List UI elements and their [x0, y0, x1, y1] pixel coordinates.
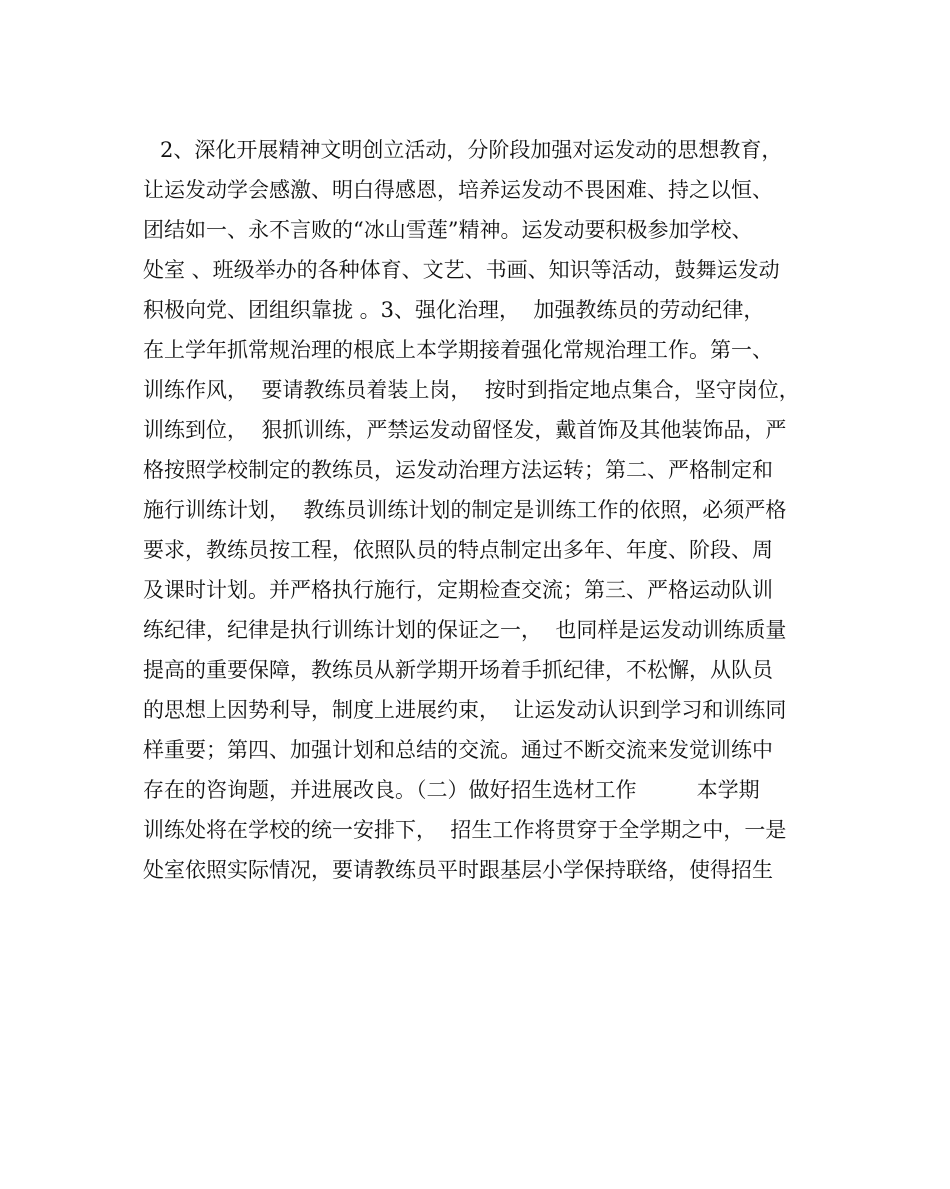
text-line: 样重要；第四、加强计划和总结的交流。通过不断交流来发觉训练中 [143, 738, 773, 762]
text-line: 格按照学校制定的教练员，运发动治理方法运转；第二、严格制定和 [143, 458, 773, 482]
text-line: 的思想上因势利导，制度上进展约束， 让运发动认识到学习和训练同 [143, 698, 787, 722]
text-line: 让运发动学会感激、明白得感恩，培养运发动不畏困难、持之以恒、 [143, 178, 773, 202]
text-line: 练纪律，纪律是执行训练计划的保证之一， 也同样是运发动训练质量 [143, 618, 787, 642]
text-line: 处室依照实际情况，要请教练员平时跟基层小学保持联络，使得招生 [143, 858, 773, 882]
text-line: 要求，教练员按工程，依照队员的特点制定出多年、年度、阶段、周 [143, 538, 773, 562]
body-text [143, 130, 813, 890]
text-line: 训练作风， 要请教练员着装上岗， 按时到指定地点集合，坚守岗位， [143, 378, 800, 402]
text-line: 处室 、班级举办的各种体育、文艺、书画、知识等活动，鼓舞运发动 [143, 258, 780, 282]
text-line: 提高的重要保障，教练员从新学期开场着手抓纪律，不松懈，从队员 [143, 658, 773, 682]
text-line: 施行训练计划， 教练员训练计划的制定是训练工作的依照，必须严格 [143, 498, 787, 522]
text-line: 2、深化开展精神文明创立活动，分阶段加强对运发动的思想教育， [160, 138, 783, 162]
text-line: 在上学年抓常规治理的根底上本学期接着强化常规治理工作。第一、 [143, 338, 773, 362]
text-line: 训练到位， 狠抓训练，严禁运发动留怪发，戴首饰及其他装饰品，严 [143, 418, 787, 442]
text-line: 存在的咨询题，并进展改良。（二）做好招生选材工作 本学期 [143, 778, 760, 802]
text-line: 积极向党、团组织靠拢 。3、强化治理， 加强教练员的劳动纪律， [143, 298, 765, 322]
text-line: 团结如一、永不言败的“冰山雪莲”精神。运发动要积极参加学校、 [143, 218, 753, 242]
text-line: 及课时计划。并严格执行施行，定期检查交流；第三、严格运动队训 [143, 578, 773, 602]
text-line: 训练处将在学校的统一安排下， 招生工作将贯穿于全学期之中，一是 [143, 818, 787, 842]
